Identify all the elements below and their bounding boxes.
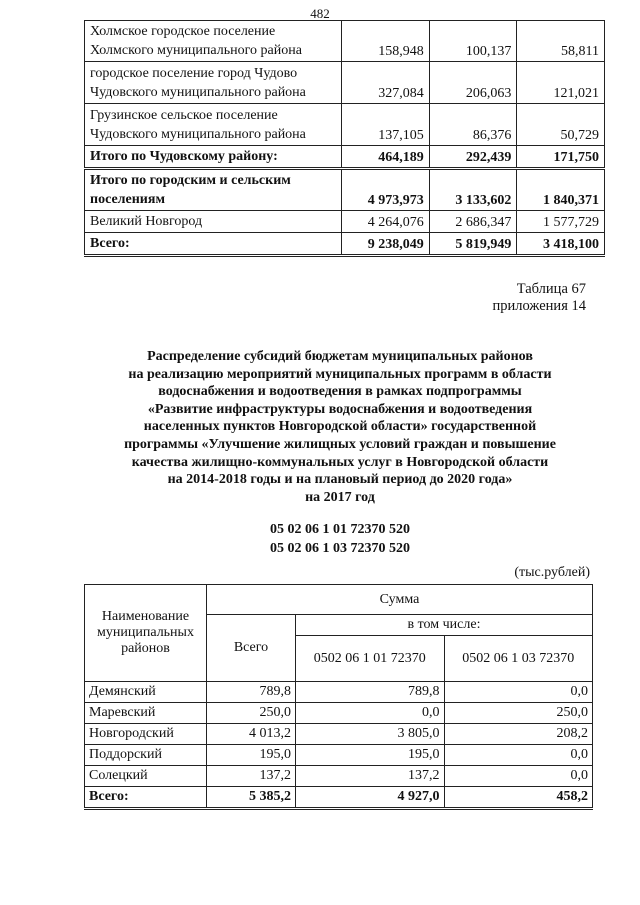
district-code1-value: 789,8 xyxy=(296,682,445,703)
table-reference-line: приложения 14 xyxy=(492,298,586,314)
header-total: Всего xyxy=(207,615,296,682)
total-label: Всего: xyxy=(85,787,207,809)
row-value-2: 2 686,347 xyxy=(429,211,517,233)
row-value-2: 292,439 xyxy=(429,146,517,169)
district-code2-value: 0,0 xyxy=(444,682,593,703)
district-name: Поддорский xyxy=(85,745,207,766)
title-line: Распределение субсидий бюджетам муниципальных районов xyxy=(147,349,533,364)
district-total: 195,0 xyxy=(207,745,296,766)
budget-code: 05 02 06 1 01 72370 520 xyxy=(270,522,410,537)
table-row xyxy=(85,21,605,62)
title-line: на 2014-2018 годы и на плановый период до 2020 года» xyxy=(167,472,513,488)
title-line: населенных пунктов Новгородской области» государственной xyxy=(143,419,537,435)
table-row xyxy=(85,682,593,703)
row-name: Всего: xyxy=(85,233,342,256)
row-value-3: 171,750 xyxy=(517,146,605,169)
header-sum: Сумма xyxy=(207,585,593,615)
table-row xyxy=(85,745,593,766)
title-line: на 2017 год xyxy=(305,489,375,505)
row-name: Холмское городское поселение Холмского муниципального района xyxy=(85,21,342,62)
row-value-total: 464,189 xyxy=(342,146,430,169)
header-code-2: 0502 06 1 03 72370 xyxy=(444,636,593,682)
district-total: 4 013,2 xyxy=(207,724,296,745)
header-code-1: 0502 06 1 01 72370 xyxy=(296,636,445,682)
row-value-3: 50,729 xyxy=(517,104,605,146)
district-total: 250,0 xyxy=(207,703,296,724)
top-table xyxy=(84,20,605,257)
district-code2-value: 250,0 xyxy=(444,703,593,724)
table-row xyxy=(85,703,593,724)
row-value-total: 327,084 xyxy=(342,62,430,104)
row-name: городское поселение город Чудово Чудовского муниципального района xyxy=(85,62,342,104)
table-row xyxy=(85,169,605,211)
table-row xyxy=(85,724,593,745)
row-value-total: 4 973,973 xyxy=(342,169,430,211)
district-code2-value: 0,0 xyxy=(444,766,593,787)
row-value-2: 3 133,602 xyxy=(429,169,517,211)
row-value-3: 1 840,371 xyxy=(517,169,605,211)
title-line: водоснабжения и водоотведения в рамках подпрограммы xyxy=(158,384,522,400)
district-name: Демянский xyxy=(85,682,207,703)
district-total: 789,8 xyxy=(207,682,296,703)
row-value-2: 100,137 xyxy=(429,21,517,62)
budget-code: 05 02 06 1 03 72370 520 xyxy=(270,541,410,556)
table-row xyxy=(85,233,605,256)
district-name: Маревский xyxy=(85,703,207,724)
table-row xyxy=(85,62,605,104)
row-value-total: 4 264,076 xyxy=(342,211,430,233)
row-value-total: 137,105 xyxy=(342,104,430,146)
table-row xyxy=(85,104,605,146)
row-name: Грузинское сельское поселение Чудовского муниципального района xyxy=(85,104,342,146)
district-name: Новгородский xyxy=(85,724,207,745)
row-value-2: 86,376 xyxy=(429,104,517,146)
district-code1-value: 0,0 xyxy=(296,703,445,724)
district-code1-value: 3 805,0 xyxy=(296,724,445,745)
row-value-3: 3 418,100 xyxy=(517,233,605,256)
row-name: Итого по городским и сельским поселениям xyxy=(85,169,342,211)
table-reference-line: Таблица 67 xyxy=(516,281,586,297)
total-code2-value: 458,2 xyxy=(444,787,593,809)
row-value-2: 5 819,949 xyxy=(429,233,517,256)
row-value-total: 9 238,049 xyxy=(342,233,430,256)
units-label: (тыс.рублей) xyxy=(514,565,590,580)
row-name: Итого по Чудовскому району: xyxy=(85,146,342,169)
document-title xyxy=(90,348,590,506)
row-value-2: 206,063 xyxy=(429,62,517,104)
header-name: Наименование муниципальных районов xyxy=(85,585,207,682)
district-code2-value: 0,0 xyxy=(444,745,593,766)
district-code1-value: 195,0 xyxy=(296,745,445,766)
row-value-total: 158,948 xyxy=(342,21,430,62)
total-code1-value: 4 927,0 xyxy=(296,787,445,809)
header-including: в том числе: xyxy=(296,615,593,636)
district-code1-value: 137,2 xyxy=(296,766,445,787)
row-name: Великий Новгород xyxy=(85,211,342,233)
table-row xyxy=(85,766,593,787)
title-line: качества жилищно-коммунальных услуг в Новгородской области xyxy=(131,454,549,470)
title-line: на реализацию мероприятий муниципальных программ в области xyxy=(128,366,552,382)
district-code2-value: 208,2 xyxy=(444,724,593,745)
subsidy-table xyxy=(84,584,593,810)
title-line: программы «Улучшение жилищных условий граждан и повышение xyxy=(124,436,556,452)
page-number: 482 xyxy=(310,6,330,21)
total-sum: 5 385,2 xyxy=(207,787,296,809)
district-total: 137,2 xyxy=(207,766,296,787)
row-value-3: 1 577,729 xyxy=(517,211,605,233)
table-row xyxy=(85,146,605,169)
title-line: «Развитие инфраструктуры водоснабжения и водоотведения xyxy=(147,401,533,417)
table-reference xyxy=(493,281,586,315)
table-row xyxy=(85,211,605,233)
total-row xyxy=(85,787,593,809)
row-value-3: 58,811 xyxy=(517,21,605,62)
district-name: Солецкий xyxy=(85,766,207,787)
row-value-3: 121,021 xyxy=(517,62,605,104)
